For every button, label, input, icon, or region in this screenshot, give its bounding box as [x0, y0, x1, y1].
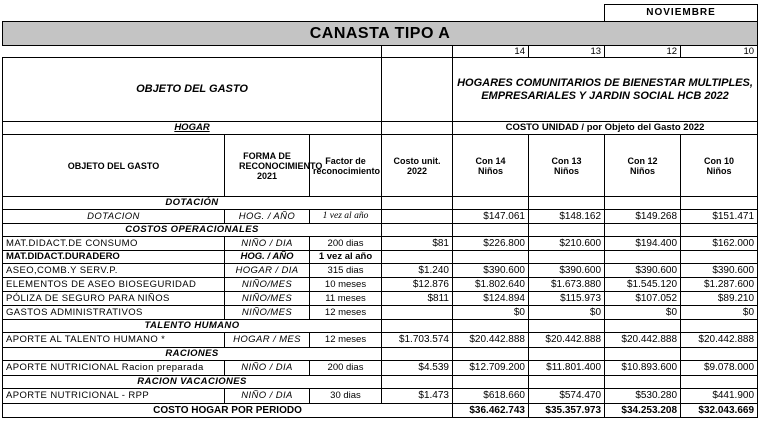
- section-costos: [3, 224, 758, 237]
- col-12: Con 12 Niños: [605, 135, 681, 197]
- row-v10: $151.471: [681, 210, 758, 224]
- row-factor: 30 dias: [310, 389, 382, 404]
- col-10: Con 10 Niños: [681, 135, 758, 197]
- col-13: Con 13 Niños: [529, 135, 605, 197]
- row-v12: $10.893.600: [605, 361, 681, 376]
- row-costo: [382, 210, 453, 224]
- row-v13: $115.973: [529, 292, 605, 306]
- row-v13: $210.600: [529, 237, 605, 251]
- row-v13: $148.162: [529, 210, 605, 224]
- row-forma: NIÑO/MES: [225, 306, 310, 320]
- table-row: [3, 251, 758, 264]
- row-costo: $1.473: [382, 389, 453, 404]
- count-14: 14: [453, 46, 529, 58]
- row-forma: HOG. / AÑO: [225, 251, 310, 264]
- month-label: NOVIEMBRE: [605, 5, 758, 22]
- row-v10: $441.900: [681, 389, 758, 404]
- row-factor: 1 vez al año: [310, 251, 382, 264]
- total-v13: $35.357.973: [529, 404, 605, 418]
- row-forma: HOGAR / DIA: [225, 264, 310, 278]
- row-v14: $226.800: [453, 237, 529, 251]
- row-factor: 11 meses: [310, 292, 382, 306]
- row-v10: $162.000: [681, 237, 758, 251]
- row-forma: NIÑO/MES: [225, 292, 310, 306]
- row-factor: 12 meses: [310, 306, 382, 320]
- row-v13: $11.801.400: [529, 361, 605, 376]
- row-forma: NIÑO/MES: [225, 278, 310, 292]
- row-v12: $20.442.888: [605, 333, 681, 348]
- total-row: [3, 404, 758, 418]
- children-count-row: [3, 46, 758, 58]
- section-label: TALENTO HUMANO: [3, 320, 382, 333]
- section-dotacion: [3, 197, 758, 210]
- row-v13: $574.470: [529, 389, 605, 404]
- row-v10: $0: [681, 306, 758, 320]
- hogar-row: [3, 122, 758, 135]
- row-factor: 12 meses: [310, 333, 382, 348]
- row-v13: $390.600: [529, 264, 605, 278]
- row-v12: $194.400: [605, 237, 681, 251]
- row-v12: $390.600: [605, 264, 681, 278]
- row-v14: $390.600: [453, 264, 529, 278]
- total-label: COSTO HOGAR POR PERIODO: [3, 404, 453, 418]
- row-costo: $4.539: [382, 361, 453, 376]
- row-costo: $12.876: [382, 278, 453, 292]
- table-row: [3, 264, 758, 278]
- program-row: [3, 58, 758, 122]
- col-14: Con 14 Niños: [453, 135, 529, 197]
- table-row: [3, 237, 758, 251]
- row-factor: 200 dias: [310, 361, 382, 376]
- row-forma: NIÑO / DIA: [225, 389, 310, 404]
- row-v13: $1.673.880: [529, 278, 605, 292]
- table-row: [3, 210, 758, 224]
- row-forma: HOGAR / MES: [225, 333, 310, 348]
- object-heading: OBJETO DEL GASTO: [3, 58, 382, 122]
- row-v10: $89.210: [681, 292, 758, 306]
- row-v12: $107.052: [605, 292, 681, 306]
- month-row: [3, 5, 758, 22]
- row-name: APORTE NUTRICIONAL - RPP: [3, 389, 225, 404]
- total-v14: $36.462.743: [453, 404, 529, 418]
- row-forma: NIÑO / DIA: [225, 361, 310, 376]
- row-v14: $124.894: [453, 292, 529, 306]
- row-v14: $618.660: [453, 389, 529, 404]
- total-v12: $34.253.208: [605, 404, 681, 418]
- section-label: RACIONES: [3, 348, 382, 361]
- row-forma: NIÑO / DIA: [225, 237, 310, 251]
- row-costo: $81: [382, 237, 453, 251]
- title-row: [3, 22, 758, 46]
- count-10: 10: [681, 46, 758, 58]
- row-v10: $390.600: [681, 264, 758, 278]
- row-v10: $1.287.600: [681, 278, 758, 292]
- row-name: GASTOS ADMINISTRATIVOS: [3, 306, 225, 320]
- row-costo: $811: [382, 292, 453, 306]
- row-v14: $147.061: [453, 210, 529, 224]
- row-name: PÓLIZA DE SEGURO PARA NIÑOS: [3, 292, 225, 306]
- table-row: [3, 333, 758, 348]
- count-13: 13: [529, 46, 605, 58]
- col-factor: Factor de reconocimiento: [310, 135, 382, 197]
- row-name: MAT.DIDACT.DE CONSUMO: [3, 237, 225, 251]
- row-v12: $0: [605, 306, 681, 320]
- table-row: [3, 292, 758, 306]
- col-objeto: OBJETO DEL GASTO: [3, 135, 225, 197]
- row-v13: $0: [529, 306, 605, 320]
- page-title: CANASTA TIPO A: [3, 22, 758, 46]
- row-name: MAT.DIDACT.DURADERO: [3, 251, 225, 264]
- row-v10: $20.442.888: [681, 333, 758, 348]
- row-v12: $149.268: [605, 210, 681, 224]
- row-factor: 200 dias: [310, 237, 382, 251]
- row-v14: $12.709.200: [453, 361, 529, 376]
- row-v12: $530.280: [605, 389, 681, 404]
- row-v14: $0: [453, 306, 529, 320]
- program-title: HOGARES COMUNITARIOS DE BIENESTAR MULTIPLES, EMPRESARIALES Y JARDIN SOCIAL HCB 2022: [453, 58, 758, 122]
- section-talento: [3, 320, 758, 333]
- row-name: APORTE AL TALENTO HUMANO *: [3, 333, 225, 348]
- row-factor: 315 dias: [310, 264, 382, 278]
- row-v13: $20.442.888: [529, 333, 605, 348]
- row-name: APORTE NUTRICIONAL Racion preparada: [3, 361, 225, 376]
- row-v10: $9.078.000: [681, 361, 758, 376]
- costo-unidad-label: COSTO UNIDAD / por Objeto del Gasto 2022: [453, 122, 758, 135]
- col-costo: Costo unit. 2022: [382, 135, 453, 197]
- table-row: [3, 361, 758, 376]
- table-row: [3, 306, 758, 320]
- section-label: COSTOS OPERACIONALES: [3, 224, 382, 237]
- section-raciones: [3, 348, 758, 361]
- row-name: ELEMENTOS DE ASEO BIOSEGURIDAD: [3, 278, 225, 292]
- section-label: DOTACIÓN: [3, 197, 382, 210]
- row-name: DOTACION: [3, 210, 225, 224]
- row-v12: $1.545.120: [605, 278, 681, 292]
- column-header-row: [3, 135, 758, 197]
- col-forma: FORMA DE RECONOCIMIENTO 2021: [225, 135, 310, 197]
- row-factor: 1 vez al año: [310, 210, 382, 224]
- total-v10: $32.043.669: [681, 404, 758, 418]
- row-forma: HOG. / AÑO: [225, 210, 310, 224]
- table-row: [3, 389, 758, 404]
- table-row: [3, 278, 758, 292]
- row-costo: $1.240: [382, 264, 453, 278]
- section-vacaciones: [3, 376, 758, 389]
- row-costo: $1.703.574: [382, 333, 453, 348]
- count-12: 12: [605, 46, 681, 58]
- budget-table: [2, 4, 758, 418]
- row-costo: [382, 306, 453, 320]
- row-v14: $1.802.640: [453, 278, 529, 292]
- row-v14: $20.442.888: [453, 333, 529, 348]
- section-label: RACION VACACIONES: [3, 376, 382, 389]
- row-name: ASEO,COMB.Y SERV.P.: [3, 264, 225, 278]
- hogar-label: HOGAR: [3, 122, 382, 135]
- row-factor: 10 meses: [310, 278, 382, 292]
